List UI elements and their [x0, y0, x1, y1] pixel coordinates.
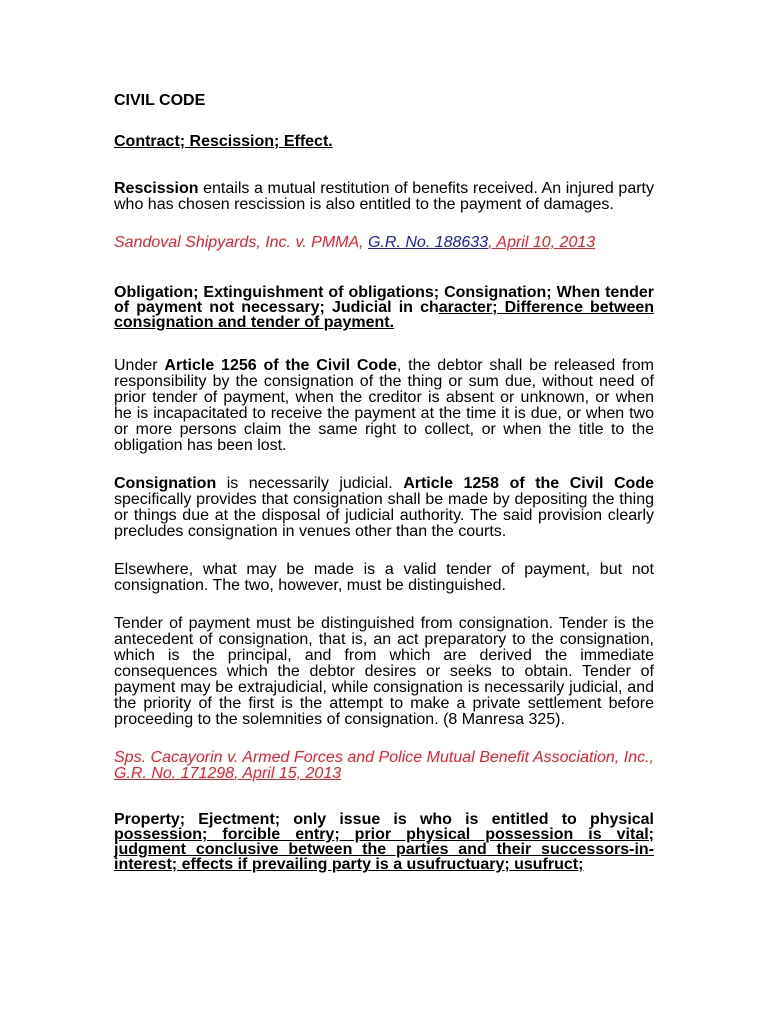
case-gr-link[interactable]: G.R. No. 188633: [368, 234, 489, 251]
case-date: , April 10, 2013: [488, 234, 596, 251]
paragraph-elsewhere: Elsewhere, what may be made is a valid tender of payment, but not consignation. The two, however, must be distinguished.: [114, 561, 654, 594]
term-rescission: Rescission: [114, 180, 199, 197]
paragraph-article-1256: [114, 358, 654, 454]
section-topic-obligation: [114, 285, 654, 330]
case-citation-cacayorin: [114, 750, 654, 782]
page-title: CIVIL CODE: [114, 92, 206, 109]
topic-text-underlined: possession; forcible entry; prior physical possession is vital; judgment conclusive between the parties and their successors-in-interest; effects if prevailing party is a usufructuary; usufruct;: [114, 826, 654, 873]
topic-text: Property; Ejectment; only issue is who is entitled to physical: [114, 811, 654, 828]
paragraph-text: is necessarily judicial.: [216, 475, 404, 492]
paragraph-text: Under: [114, 357, 165, 374]
article-ref: Article 1256 of the Civil Code: [164, 357, 397, 374]
case-name: Sandoval Shipyards, Inc. v. PMMA,: [114, 234, 369, 251]
paragraph-consignation: [114, 476, 654, 540]
paragraph-text: entails a mutual restitution of benefits received. An injured party who has chosen rescission is also entitled to the payment of damages.: [114, 180, 654, 213]
topic-text-underlined: aracter; Difference between consignation and tender of payment.: [114, 299, 655, 331]
term-consignation: Consignation: [114, 475, 217, 492]
paragraph-text: , the debtor shall be released from responsibility by the consignation of the thing or sum due, without need of prior tender of payment, when the creditor is absent or unknown, or when he is incapacitated to receive the payment at the time it is due, or when two or more persons claim the same right to collect, or when the title to the obligation has been lost.: [114, 357, 654, 454]
case-date: , April 15, 2013: [234, 765, 342, 782]
paragraph-rescission: [114, 181, 654, 213]
article-ref: Article 1258 of the Civil Code: [403, 475, 654, 492]
topic-text: Obligation; Extinguishment of obligations; Consignation; When tender of payment not necessary; Judicial in ch: [114, 284, 654, 316]
case-name: Sps. Cacayorin v. Armed Forces and Police Mutual Benefit Association, Inc.,: [114, 749, 654, 766]
paragraph-text: specifically provides that consignation shall be made by depositing the thing or things due at the disposal of judicial authority. The said provision clearly precludes consignation in venues other than the courts.: [114, 491, 654, 540]
case-gr-link[interactable]: G.R. No. 171298: [114, 765, 235, 782]
paragraph-tender: Tender of payment must be distinguished from consignation. Tender is the antecedent of consignation, that is, an act preparatory to the consignation, which is the principal, and from which are derived the immediate consequences which the debtor desires or seeks to obtain. Tender of payment may be extrajudicial, while consignation is necessarily judicial, and the priority of the first is the attempt to make a private settlement before proceeding to the solemnities of consignation. (8 Manresa 325).: [114, 615, 654, 728]
section-topic-property: [114, 812, 654, 872]
section-title-contract: Contract; Rescission; Effect.: [114, 133, 333, 150]
case-citation-sandoval: [114, 235, 654, 251]
